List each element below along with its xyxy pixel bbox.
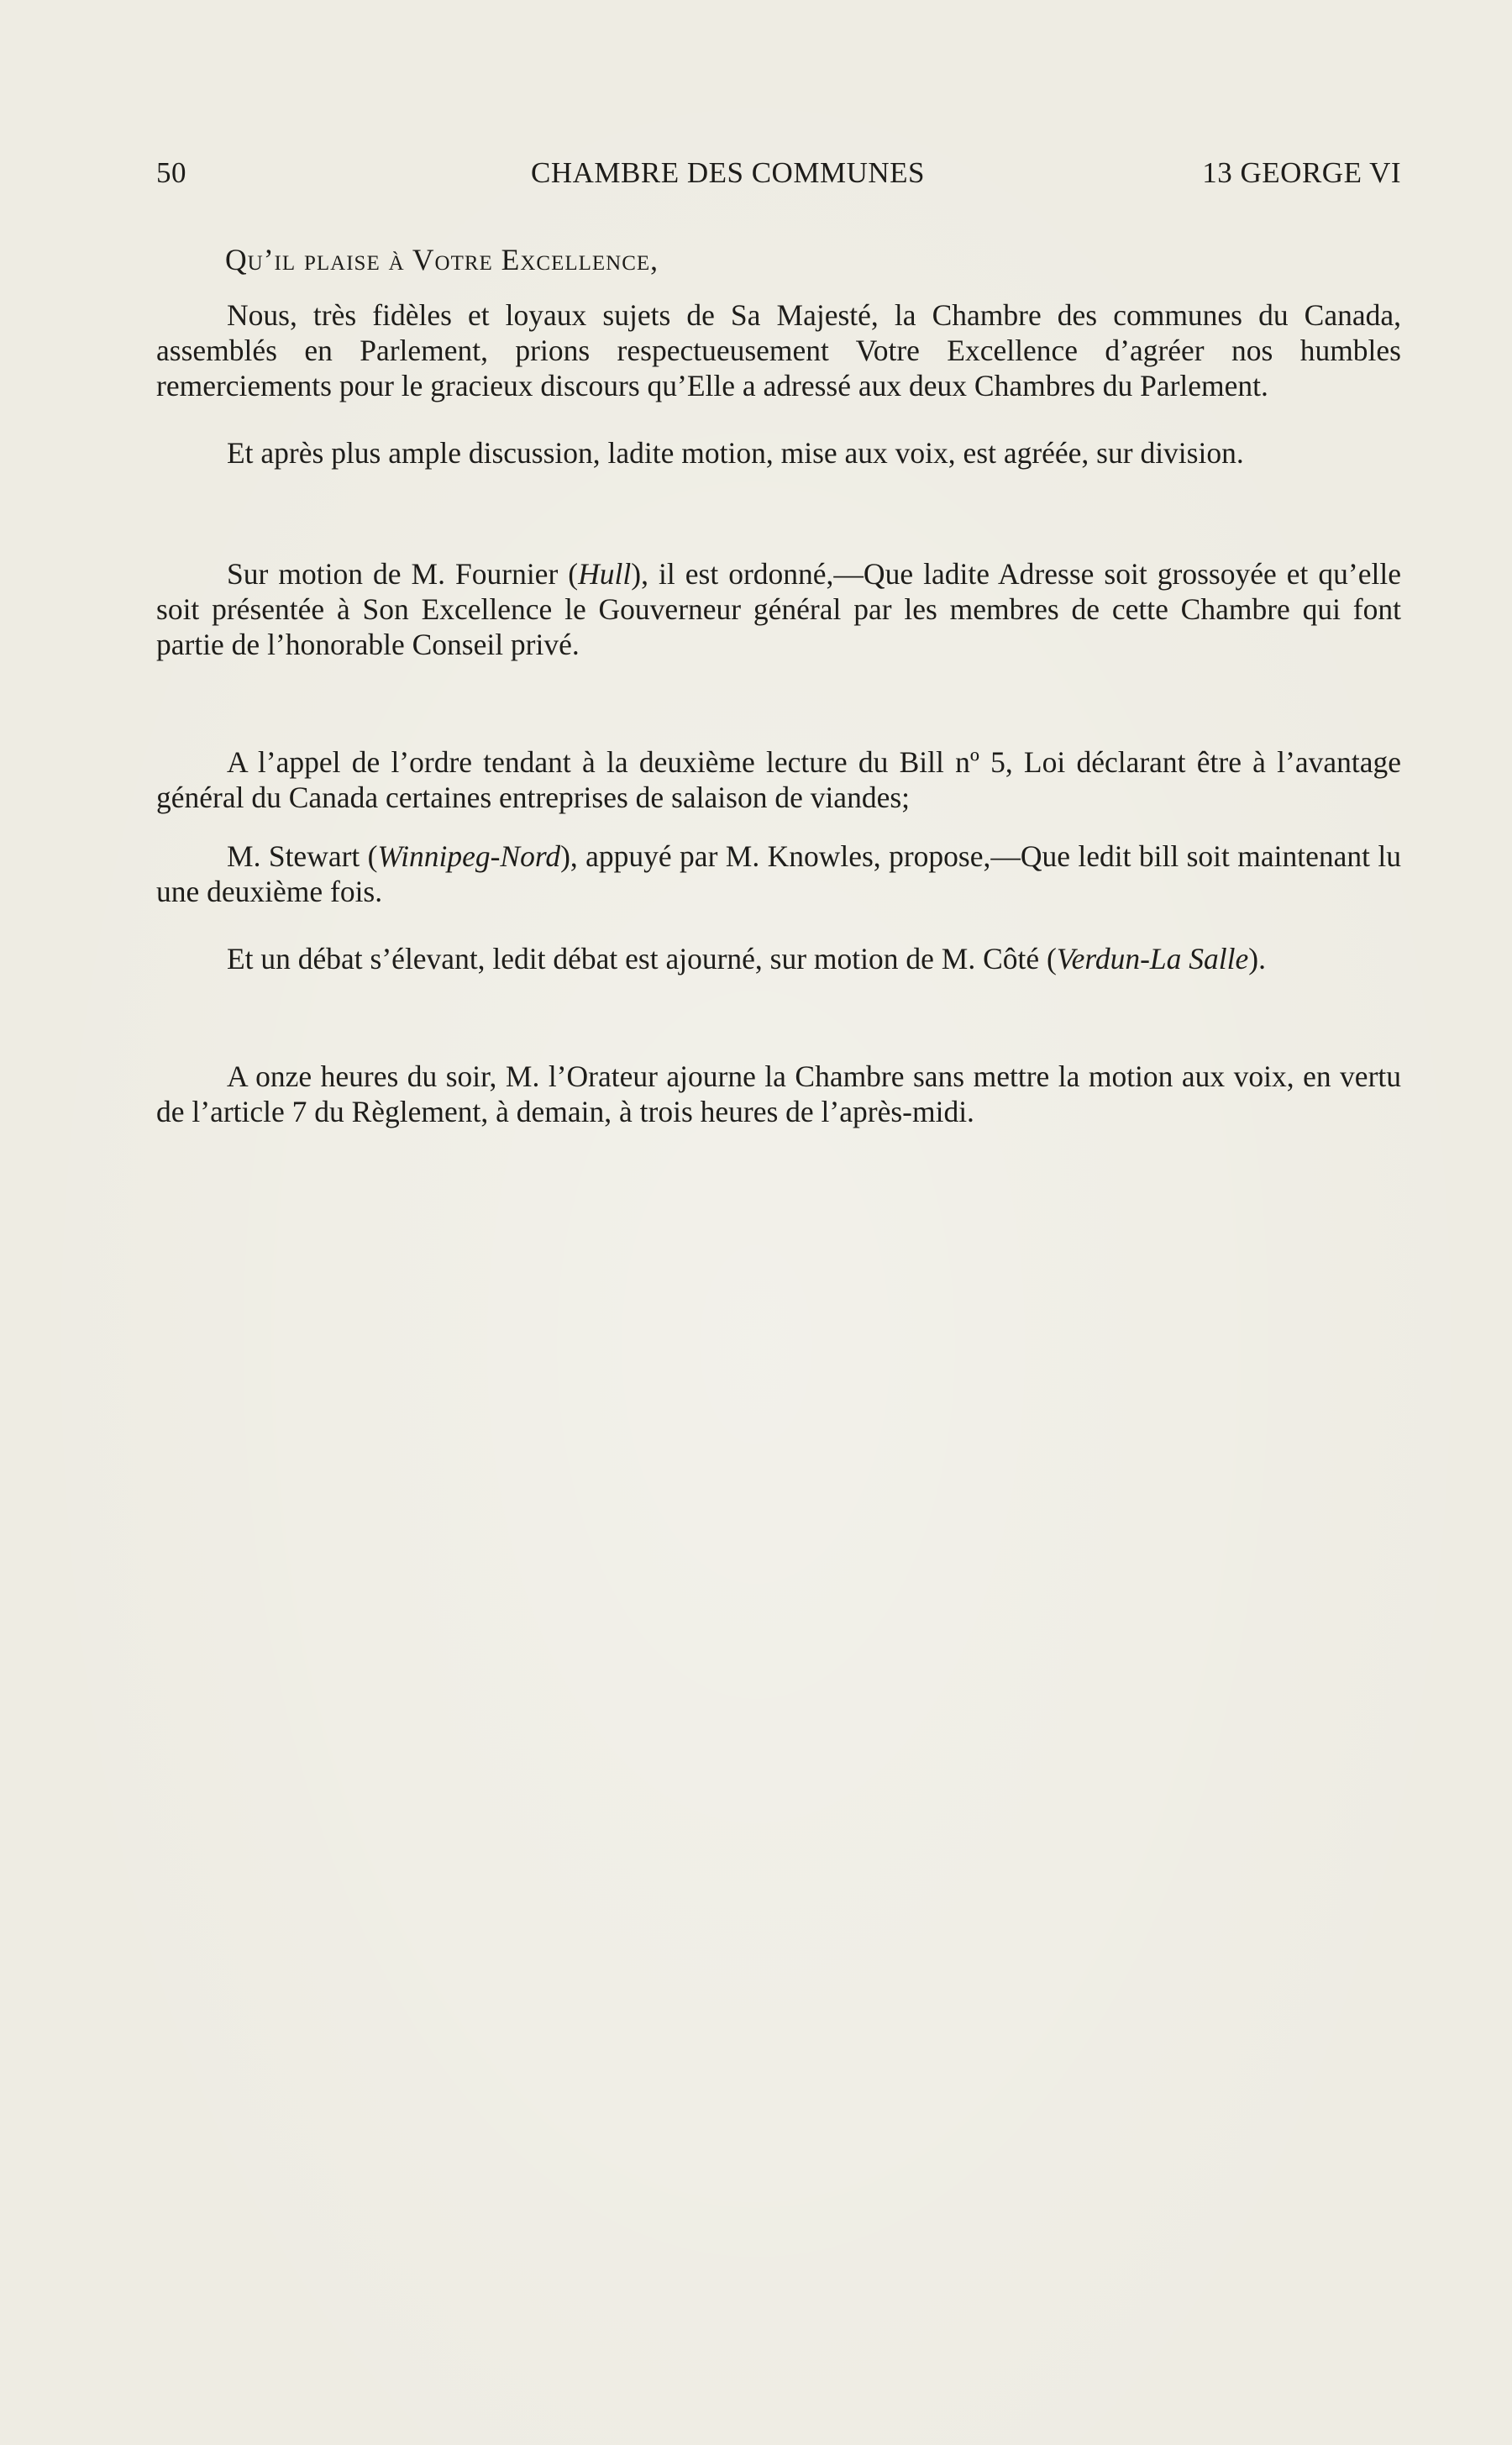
running-title: CHAMBRE DES COMMUNES xyxy=(531,156,925,189)
paragraph-text: ), appuyé par M. Knowles, propose,—Que ledit bill soit maintenant lu une deuxième fois. xyxy=(156,839,1401,908)
riding-name: Winnipeg-Nord xyxy=(377,839,561,873)
running-head xyxy=(156,156,1401,198)
paragraph-text: M. Stewart ( xyxy=(227,839,378,873)
motion-agreed-paragraph: Et après plus ample discussion, ladite motion, mise aux voix, est agréée, sur division. xyxy=(227,436,1244,470)
page-number: 50 xyxy=(156,156,186,189)
address-salutation: Qu’il plaise à Votre Excellence, xyxy=(225,243,659,276)
riding-name: Verdun-La Salle xyxy=(1056,942,1249,975)
adjournment-paragraph: A onze heures du soir, M. l’Orateur ajourne la Chambre sans mettre la motion aux voix, en vertu de l’article 7 du Règlement, à demain, à trois heures de l’après-midi. xyxy=(156,1060,1401,1128)
riding-name: Hull xyxy=(578,557,632,591)
debate-adjourned-paragraph xyxy=(156,941,1401,976)
paragraph-text: Et un débat s’élevant, ledit débat est ajourné, sur motion de M. Côté ( xyxy=(227,942,1057,975)
bill-reading-paragraph: A l’appel de l’ordre tendant à la deuxième lecture du Bill nº 5, Loi déclarant être à l’avantage général du Canada certaines entreprises de salaison de viandes; xyxy=(156,745,1401,814)
engrossment-order-paragraph xyxy=(156,556,1401,662)
address-paragraph: Nous, très fidèles et loyaux sujets de Sa Majesté, la Chambre des communes du Canada, assemblés en Parlement, prions respectueusement Votre Excellence d’agréer nos humbles remerciements pour le gracieux discours qu’Elle a adressé aux deux Chambres du Parlement. xyxy=(156,298,1401,402)
paragraph-text: ). xyxy=(1248,942,1266,975)
paragraph-text: Sur motion de M. Fournier ( xyxy=(227,557,579,591)
regnal-year: 13 GEORGE VI xyxy=(1202,156,1401,189)
page-body xyxy=(156,242,1401,1129)
paragraph-text: ), il est ordonné,—Que ladite Adresse soit grossoyée et qu’elle soit présentée à Son Excellence le Gouverneur général par les membres de cette Chambre qui font partie de l’honorable Conseil privé. xyxy=(156,557,1401,661)
motion-proposal-paragraph xyxy=(156,839,1401,909)
